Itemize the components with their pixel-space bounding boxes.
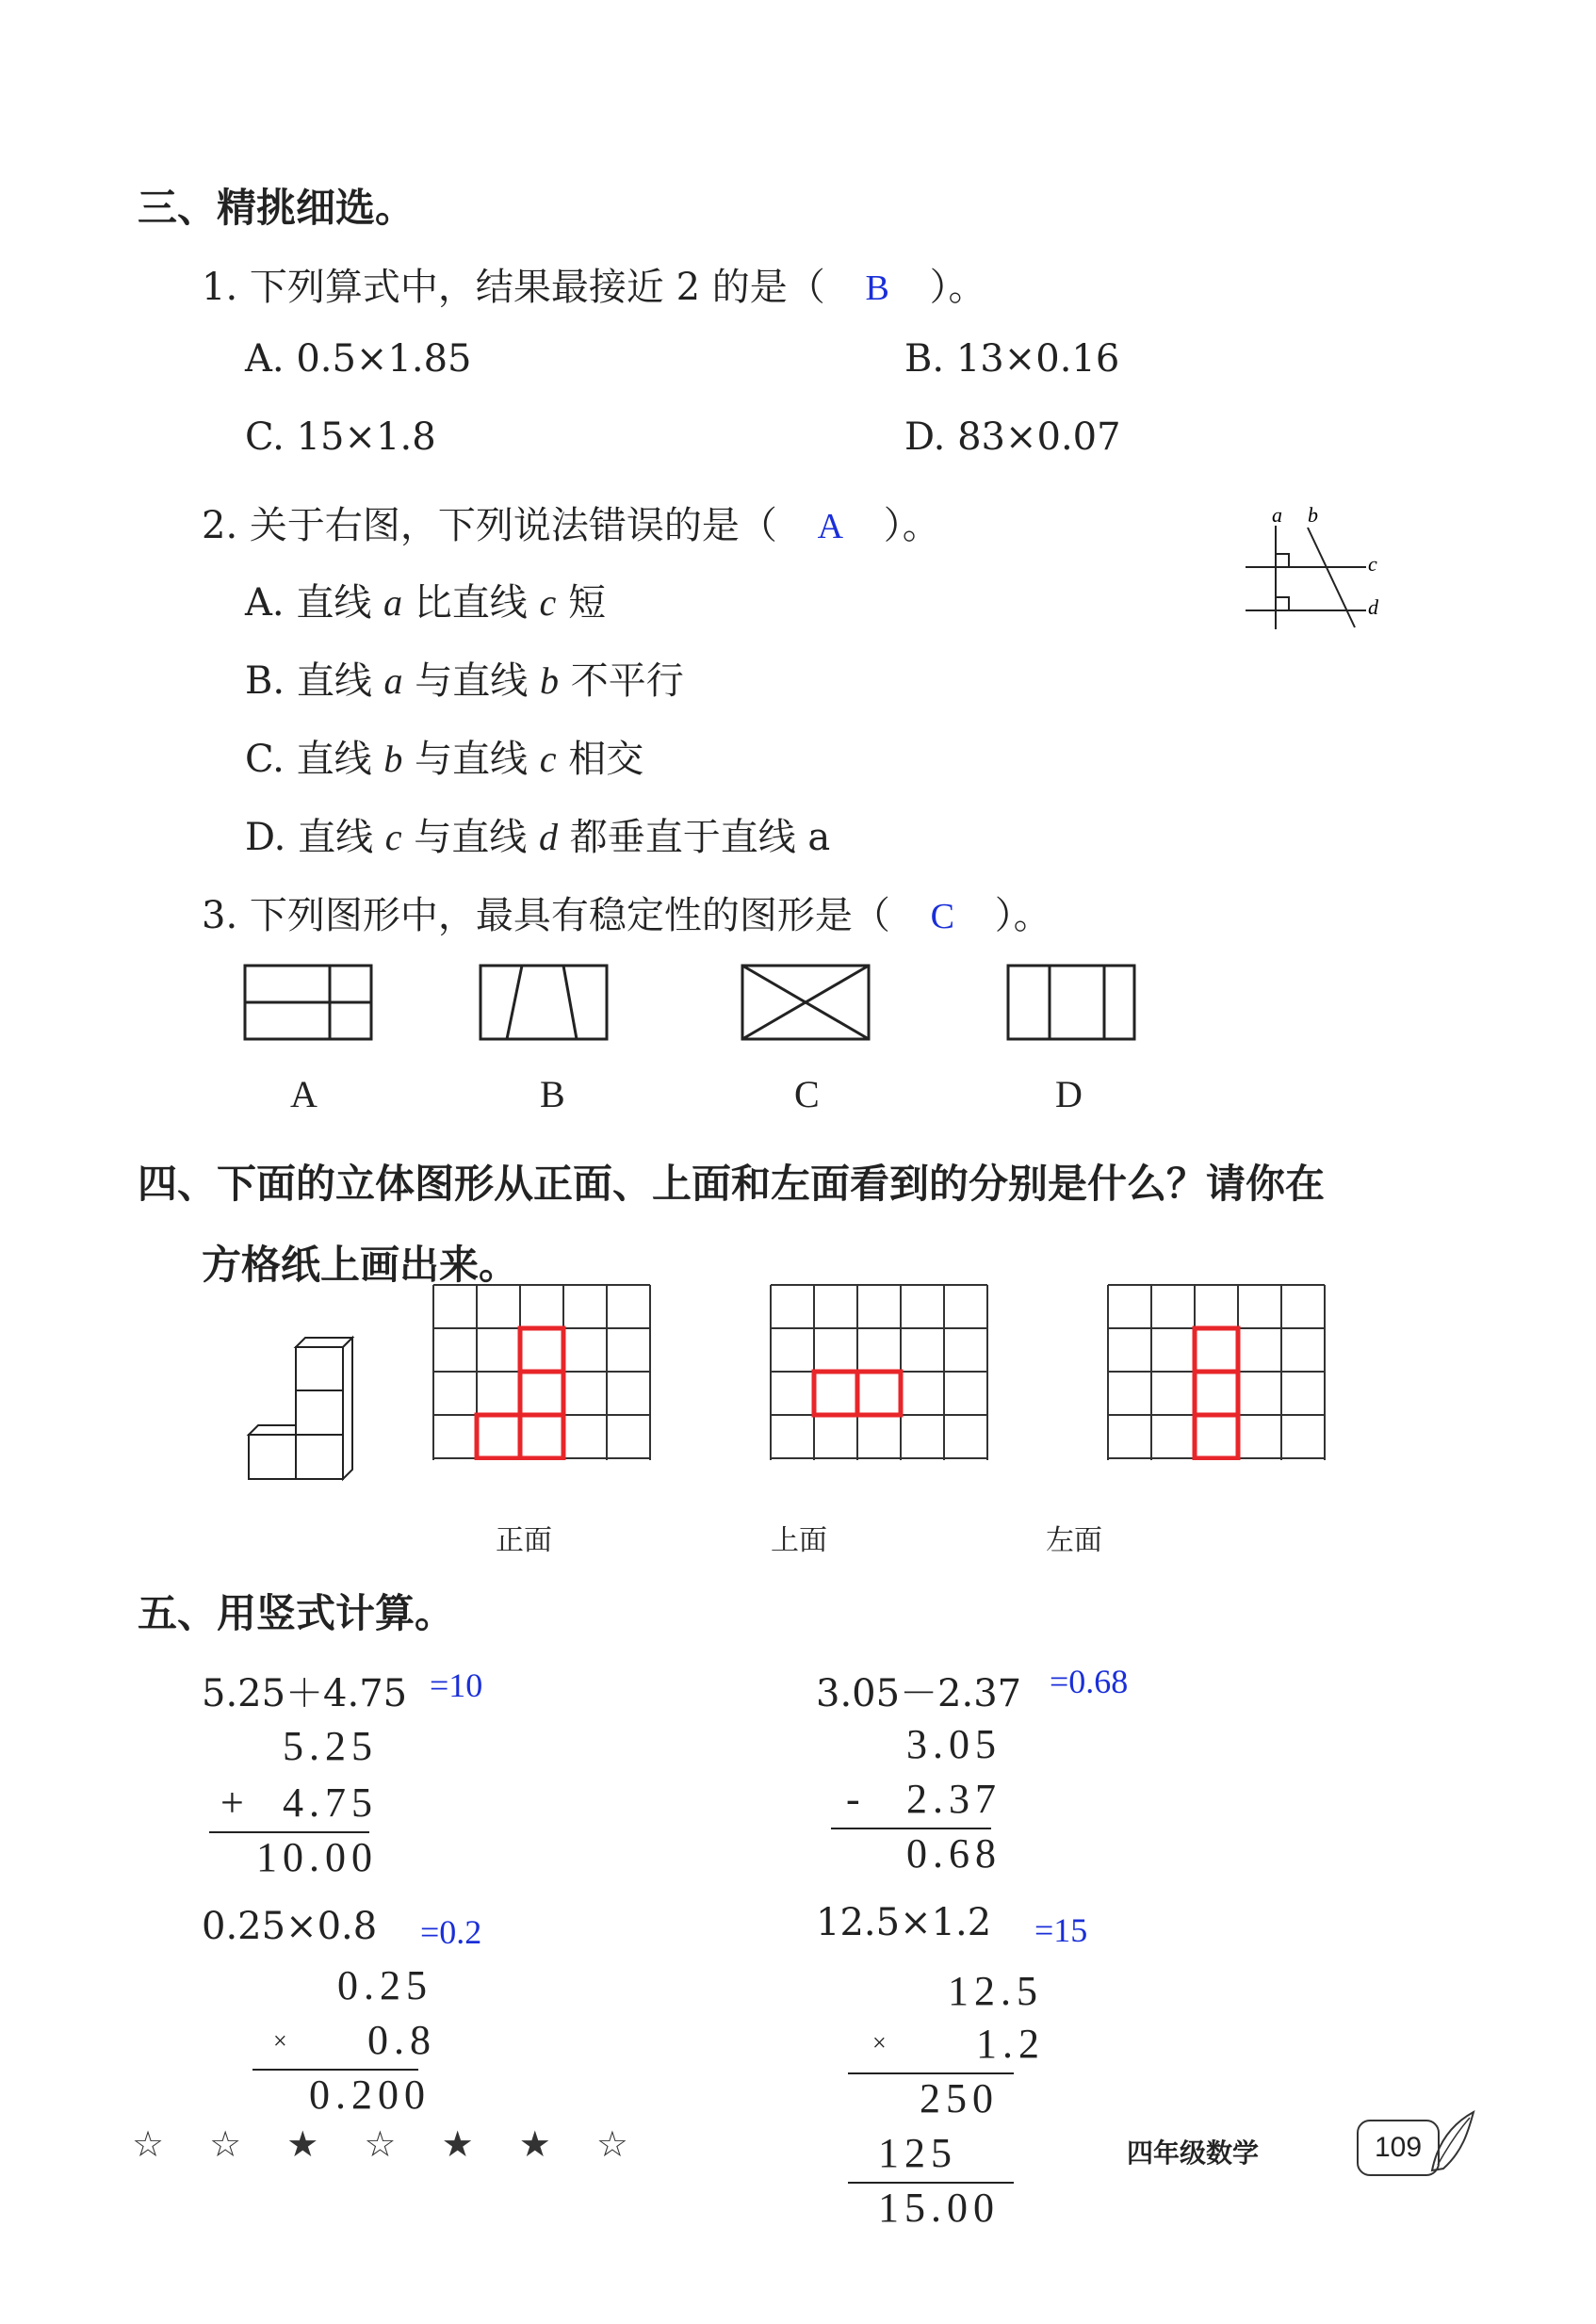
problem4-expression: 12.5×1.2 bbox=[816, 1901, 992, 1944]
q1-stem bbox=[202, 257, 986, 311]
right-angle-mark-d bbox=[1276, 597, 1289, 610]
q2d-v1: c bbox=[384, 816, 402, 858]
footer-grade: 四年级数学 bbox=[1127, 2137, 1260, 2169]
q1-answer: B bbox=[865, 268, 889, 308]
fig-label-c: c bbox=[1368, 552, 1377, 576]
problem3-operator: × bbox=[273, 2027, 287, 2055]
problem2-sum: 0.68 bbox=[906, 1830, 1002, 1877]
line-b bbox=[1308, 528, 1355, 627]
cube-stack-figure bbox=[241, 1308, 383, 1505]
q1-stem-text: 1. 下列算式中，结果最接近 2 的是（ bbox=[202, 266, 825, 309]
q2b-p3: 不平行 bbox=[558, 659, 684, 703]
q2a-p1: A. 直线 bbox=[245, 581, 384, 625]
problem3-sum: 0.200 bbox=[309, 2072, 431, 2118]
front-view-grid bbox=[430, 1281, 656, 1460]
q2-option-c bbox=[245, 729, 643, 783]
problem1-result: =10 bbox=[430, 1666, 483, 1704]
highlighted-cell bbox=[520, 1415, 563, 1458]
shape-d bbox=[1006, 964, 1138, 1043]
fig-label-a: a bbox=[1272, 503, 1282, 527]
q3-stem bbox=[202, 886, 1051, 939]
q2-option-a bbox=[245, 573, 606, 626]
problem3-line2: 0.8 bbox=[367, 2017, 436, 2063]
section3-title: 三、精挑细选。 bbox=[138, 185, 415, 231]
q2d-v2: d bbox=[539, 816, 558, 858]
shape-b bbox=[479, 964, 611, 1043]
q2a-v2: c bbox=[539, 581, 557, 624]
q2b-p2: 与直线 bbox=[402, 659, 540, 703]
q2a-p3: 短 bbox=[556, 581, 606, 625]
left-view-label: 左面 bbox=[1046, 1524, 1102, 1557]
q2-option-d bbox=[245, 807, 830, 861]
q2c-v2: c bbox=[539, 738, 557, 780]
front-view-label: 正面 bbox=[496, 1524, 552, 1557]
shape-c bbox=[741, 964, 872, 1043]
problem1-sum: 10.00 bbox=[256, 1834, 378, 1880]
problem2-result: =0.68 bbox=[1050, 1663, 1129, 1700]
problem4-result: =15 bbox=[1034, 1911, 1088, 1949]
problem4-operator: × bbox=[872, 2029, 887, 2056]
problem3-expression: 0.25×0.8 bbox=[202, 1905, 378, 1948]
q2-option-b bbox=[245, 651, 684, 705]
section4-title-line2: 方格纸上画出来。 bbox=[202, 1242, 519, 1288]
problem2-line1: 3.05 bbox=[906, 1721, 1002, 1767]
problem1-line2: 4.75 bbox=[283, 1780, 378, 1826]
problem4-partial1: 250 bbox=[920, 2075, 999, 2121]
q2-stem-end: ）。 bbox=[883, 504, 940, 547]
highlighted-cell bbox=[520, 1372, 563, 1415]
q1-option-c: C. 15×1.8 bbox=[245, 415, 436, 459]
shape-label-c: C bbox=[794, 1073, 820, 1115]
q2c-p2: 与直线 bbox=[402, 738, 540, 781]
page-number: 109 bbox=[1374, 2132, 1423, 2163]
q2a-p2: 比直线 bbox=[402, 581, 540, 625]
problem2-operator: - bbox=[846, 1776, 866, 1822]
problem3-result: =0.2 bbox=[420, 1913, 482, 1951]
problem2-line2: 2.37 bbox=[906, 1776, 1002, 1822]
q3-stem-end: ）。 bbox=[994, 894, 1051, 937]
q2b-p1: B. 直线 bbox=[245, 659, 384, 703]
q2-answer: A bbox=[817, 507, 844, 546]
shape-label-d: D bbox=[1055, 1073, 1083, 1115]
q1-option-b: B. 13×0.16 bbox=[904, 337, 1120, 381]
fig-label-b: b bbox=[1308, 503, 1318, 527]
q1-option-a: A. 0.5×1.85 bbox=[245, 337, 472, 381]
section5-title: 五、用竖式计算。 bbox=[138, 1590, 455, 1636]
highlighted-cell bbox=[1195, 1328, 1238, 1372]
lines-figure bbox=[1242, 488, 1392, 639]
highlighted-cell bbox=[1195, 1415, 1238, 1458]
q2c-p1: C. 直线 bbox=[245, 738, 384, 781]
section4-title-line1: 四、下面的立体图形从正面、上面和左面看到的分别是什么？请你在 bbox=[138, 1161, 1326, 1207]
left-view-grid bbox=[1104, 1281, 1330, 1460]
q2b-v1: a bbox=[383, 659, 403, 702]
top-view-grid bbox=[767, 1281, 993, 1460]
q1-option-d: D. 83×0.07 bbox=[904, 415, 1121, 459]
problem4-partial2: 125 bbox=[878, 2130, 957, 2176]
q2c-v1: b bbox=[383, 738, 403, 780]
q2-stem bbox=[202, 496, 940, 549]
q2d-p1: D. 直线 bbox=[245, 816, 385, 859]
worksheet-page bbox=[26, 26, 1570, 2298]
q2b-v2: b bbox=[539, 659, 559, 702]
problem1-operator: + bbox=[220, 1780, 250, 1826]
q2d-p3: 都垂直于直线 a bbox=[558, 816, 831, 859]
highlighted-cell bbox=[520, 1328, 563, 1372]
q3-stem-text: 3. 下列图形中，最具有稳定性的图形是（ bbox=[202, 894, 890, 937]
right-angle-mark-c bbox=[1276, 554, 1289, 567]
problem2-expression: 3.05－2.37 bbox=[816, 1672, 1022, 1715]
q2a-v1: a bbox=[383, 581, 403, 624]
problem3-line1: 0.25 bbox=[337, 1962, 432, 2008]
leaf-decoration-icon bbox=[1425, 2105, 1481, 2180]
problem1-expression: 5.25＋4.75 bbox=[202, 1672, 408, 1715]
highlighted-cell bbox=[857, 1372, 901, 1415]
highlighted-cell bbox=[477, 1415, 520, 1458]
q2-stem-text: 2. 关于右图，下列说法错误的是（ bbox=[202, 504, 777, 547]
fig-label-d: d bbox=[1368, 595, 1378, 619]
highlighted-cell bbox=[1195, 1372, 1238, 1415]
shape-label-b: B bbox=[540, 1073, 565, 1115]
q2d-p2: 与直线 bbox=[401, 816, 539, 859]
problem4-line1: 12.5 bbox=[948, 1968, 1043, 2014]
q1-stem-end: ）。 bbox=[929, 266, 986, 309]
footer-stars: ☆ ☆ ★ ☆ ★ ★ ☆ bbox=[132, 2123, 645, 2165]
problem4-sum: 15.00 bbox=[878, 2185, 1000, 2231]
highlighted-cell bbox=[814, 1372, 857, 1415]
shape-a bbox=[243, 964, 375, 1043]
problem1-line1: 5.25 bbox=[283, 1723, 378, 1769]
q3-answer: C bbox=[930, 897, 954, 936]
q2c-p3: 相交 bbox=[556, 738, 644, 781]
top-view-label: 上面 bbox=[771, 1524, 827, 1557]
shape-label-a: A bbox=[290, 1073, 318, 1115]
problem4-line2: 1.2 bbox=[976, 2021, 1045, 2067]
